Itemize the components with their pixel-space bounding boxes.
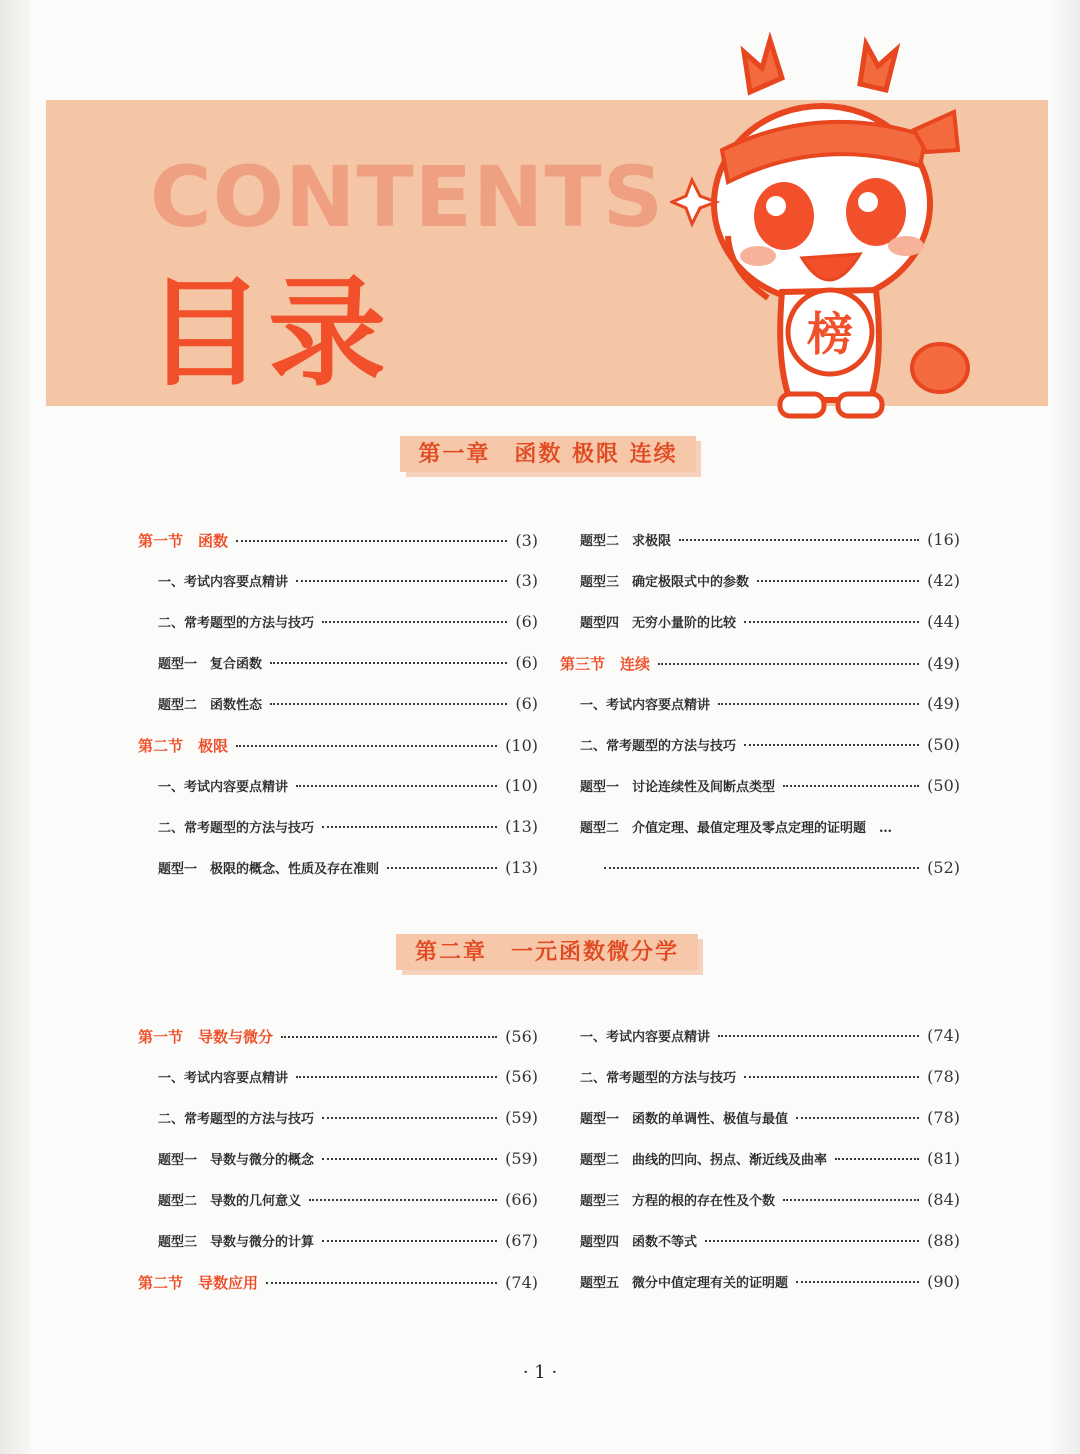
toc-entry-label: 题型五 微分中值定理有关的证明题 (580, 1276, 789, 1291)
toc-entry[interactable] (138, 1067, 538, 1108)
toc-entry[interactable] (560, 1231, 960, 1272)
dot-leader (270, 662, 507, 664)
toc-entry[interactable] (560, 1026, 960, 1067)
toc-entry-page: (59) (505, 1149, 538, 1168)
chapter1-toc-left (138, 530, 538, 899)
toc-entry-label: 题型四 无穷小量阶的比较 (580, 616, 737, 631)
toc-entry-label: 题型二 介值定理、最值定理及零点定理的证明题 … (580, 821, 893, 836)
toc-entry-label: 第一节 函数 (138, 532, 229, 550)
toc-entry[interactable] (560, 1149, 960, 1190)
toc-entry[interactable] (138, 1108, 538, 1149)
toc-entry-page: (3) (515, 531, 538, 550)
dot-leader (236, 540, 507, 542)
toc-entry[interactable] (138, 1231, 538, 1272)
toc-entry[interactable] (138, 1190, 538, 1231)
dot-leader (679, 539, 919, 541)
toc-entry-page: (56) (505, 1027, 538, 1046)
dragon-mascot-illustration (670, 32, 980, 424)
toc-entry-page: (10) (505, 776, 538, 795)
toc-entry-page: (16) (927, 530, 960, 549)
toc-entry-label: 一、考试内容要点精讲 (158, 780, 289, 795)
toc-section-entry[interactable] (138, 1026, 538, 1067)
toc-entry-label: 题型一 导数与微分的概念 (158, 1153, 315, 1168)
toc-entry-label: 第二节 极限 (138, 737, 229, 755)
dot-leader (322, 826, 497, 828)
toc-entry-page: (6) (515, 694, 538, 713)
dot-leader (236, 745, 497, 747)
toc-entry-label: 第二节 导数应用 (138, 1274, 259, 1292)
toc-entry[interactable] (138, 694, 538, 735)
toc-entry[interactable] (560, 817, 960, 858)
svg-text:榜: 榜 (807, 307, 853, 361)
toc-entry[interactable] (138, 817, 538, 858)
toc-entry-page: (56) (505, 1067, 538, 1086)
dot-leader (835, 1158, 919, 1160)
toc-entry-page: (74) (927, 1026, 960, 1045)
toc-entry-page: (81) (927, 1149, 960, 1168)
dot-leader (744, 1076, 919, 1078)
dot-leader (783, 1199, 919, 1201)
toc-entry[interactable] (560, 571, 960, 612)
toc-entry-label: 题型三 方程的根的存在性及个数 (580, 1194, 776, 1209)
toc-entry[interactable] (560, 735, 960, 776)
toc-entry-label: 第一节 导数与微分 (138, 1028, 274, 1046)
toc-entry-label: 二、常考题型的方法与技巧 (580, 739, 737, 754)
dot-leader (718, 703, 919, 705)
toc-entry-page: (49) (927, 694, 960, 713)
dot-leader (604, 867, 919, 869)
toc-entry[interactable] (560, 612, 960, 653)
toc-entry-label: 题型三 确定极限式中的参数 (580, 575, 750, 590)
toc-entry-page: (50) (927, 735, 960, 754)
dot-leader (705, 1240, 919, 1242)
chapter2-toc-left (138, 1026, 538, 1313)
dot-leader (796, 1281, 919, 1283)
toc-entry-label: 题型一 复合函数 (158, 657, 263, 672)
toc-entry-page: (88) (927, 1231, 960, 1250)
toc-entry-label: 题型四 函数不等式 (580, 1235, 698, 1250)
toc-entry-page: (78) (927, 1108, 960, 1127)
chapter2-toc-right (560, 1026, 960, 1313)
toc-entry-page: (52) (927, 858, 960, 877)
dot-leader (658, 663, 919, 665)
toc-entry[interactable] (560, 1108, 960, 1149)
toc-entry-label: 二、常考题型的方法与技巧 (158, 616, 315, 631)
toc-entry-label: 一、考试内容要点精讲 (158, 575, 289, 590)
dot-leader (322, 1158, 497, 1160)
toc-entry-page: (67) (505, 1231, 538, 1250)
toc-entry[interactable] (560, 694, 960, 735)
chapter2-heading: 第二章 一元函数微分学 (396, 934, 698, 970)
dot-leader (744, 744, 919, 746)
toc-entry[interactable] (560, 1190, 960, 1231)
toc-entry-page: (10) (505, 736, 538, 755)
toc-entry-label: 题型一 讨论连续性及间断点类型 (580, 780, 776, 795)
dot-leader (296, 580, 507, 582)
toc-entry-page: (50) (927, 776, 960, 795)
dot-leader (783, 785, 919, 787)
toc-entry-label: 题型二 求极限 (580, 534, 672, 549)
toc-entry[interactable] (138, 1149, 538, 1190)
page-edge-left (0, 0, 30, 1454)
toc-entry[interactable] (560, 530, 960, 571)
dot-leader (296, 785, 497, 787)
toc-entry-label: 第三节 连续 (560, 655, 651, 673)
toc-entry-page: (13) (505, 817, 538, 836)
dot-leader (387, 867, 497, 869)
toc-entry-label: 二、常考题型的方法与技巧 (158, 1112, 315, 1127)
toc-entry[interactable] (138, 858, 538, 899)
toc-entry-label: 题型二 函数性态 (158, 698, 263, 713)
chapter1-toc-right (560, 530, 960, 899)
chapter1-heading: 第一章 函数 极限 连续 (400, 436, 696, 472)
toc-section-entry[interactable] (560, 653, 960, 694)
toc-section-entry[interactable] (138, 735, 538, 776)
dot-leader (322, 1240, 497, 1242)
toc-entry[interactable] (560, 1067, 960, 1108)
dot-leader (744, 621, 919, 623)
toc-entry-label: 题型二 曲线的凹向、拐点、渐近线及曲率 (580, 1153, 828, 1168)
dot-leader (281, 1036, 497, 1038)
dot-leader (757, 580, 919, 582)
toc-entry-page: (84) (927, 1190, 960, 1209)
toc-entry[interactable] (138, 612, 538, 653)
dot-leader (270, 703, 507, 705)
toc-entry-label: 题型一 极限的概念、性质及存在准则 (158, 862, 380, 877)
dot-leader (796, 1117, 919, 1119)
toc-section-entry[interactable] (138, 530, 538, 571)
toc-entry[interactable] (560, 776, 960, 817)
page-edge-right (1052, 0, 1080, 1454)
toc-entry-label: 一、考试内容要点精讲 (580, 698, 711, 713)
toc-entry[interactable] (138, 653, 538, 694)
toc-entry-label: 二、常考题型的方法与技巧 (158, 821, 315, 836)
toc-entry-page: (44) (927, 612, 960, 631)
toc-entry[interactable] (138, 571, 538, 612)
dot-leader (296, 1076, 497, 1078)
toc-entry-page: (13) (505, 858, 538, 877)
dot-leader (309, 1199, 497, 1201)
toc-entry-page: (74) (505, 1273, 538, 1292)
dot-leader (322, 621, 507, 623)
toc-entry-page: (66) (505, 1190, 538, 1209)
toc-entry-label: 一、考试内容要点精讲 (158, 1071, 289, 1086)
toc-entry-page: (6) (515, 653, 538, 672)
page-number: · 1 · (522, 1362, 558, 1383)
toc-entry-label: 二、常考题型的方法与技巧 (580, 1071, 737, 1086)
dot-leader (266, 1282, 497, 1284)
toc-entry[interactable] (560, 858, 960, 899)
toc-entry-page: (59) (505, 1108, 538, 1127)
toc-entry-label: 题型一 函数的单调性、极值与最值 (580, 1112, 789, 1127)
toc-entry[interactable] (560, 1272, 960, 1313)
dot-leader (322, 1117, 497, 1119)
toc-entry-page: (90) (927, 1272, 960, 1291)
toc-entry-page: (3) (515, 571, 538, 590)
toc-entry-page: (49) (927, 654, 960, 673)
toc-entry[interactable] (138, 776, 538, 817)
toc-entry-label: 题型三 导数与微分的计算 (158, 1235, 315, 1250)
toc-entry-label: 题型二 导数的几何意义 (158, 1194, 302, 1209)
dot-leader (718, 1035, 919, 1037)
toc-entry-page: (6) (515, 612, 538, 631)
toc-section-entry[interactable] (138, 1272, 538, 1313)
toc-entry-page: (78) (927, 1067, 960, 1086)
banner-mulu-title: 目录 (146, 264, 391, 402)
toc-entry-label: 一、考试内容要点精讲 (580, 1030, 711, 1045)
toc-entry-page: (42) (927, 571, 960, 590)
banner-contents-title: CONTENTS (150, 148, 665, 246)
